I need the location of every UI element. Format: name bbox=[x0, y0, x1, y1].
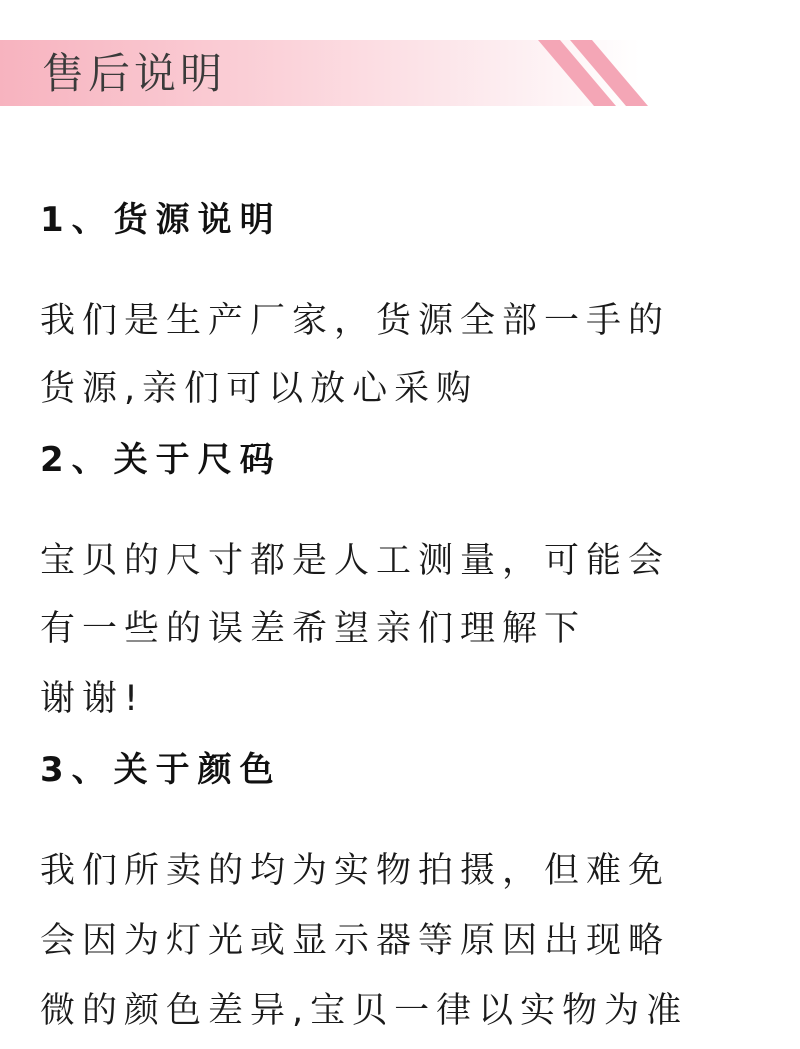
section-heading-source: 1、货源说明 bbox=[40, 200, 282, 240]
section-heading-color: 3、关于颜色 bbox=[40, 750, 282, 790]
section-color-line: 我们所卖的均为实物拍摄，但难免 bbox=[40, 851, 671, 891]
section-source-line: 货源,亲们可以放心采购 bbox=[40, 369, 479, 409]
section-size-line: 宝贝的尺寸都是人工测量，可能会 bbox=[40, 541, 671, 581]
section-color-line: 会因为灯光或显示器等原因出现略 bbox=[40, 921, 671, 961]
page-title: 售后说明 bbox=[42, 49, 227, 98]
diagonal-stripes-decoration bbox=[520, 40, 650, 106]
section-color-line: 微的颜色差异,宝贝一律以实物为准 bbox=[40, 991, 689, 1031]
section-source-line: 我们是生产厂家，货源全部一手的 bbox=[40, 301, 671, 341]
section-heading-size: 2、关于尺码 bbox=[40, 440, 282, 480]
section-size-line: 谢谢! bbox=[40, 679, 146, 719]
section-size-line: 有一些的误差希望亲们理解下 bbox=[40, 609, 587, 649]
